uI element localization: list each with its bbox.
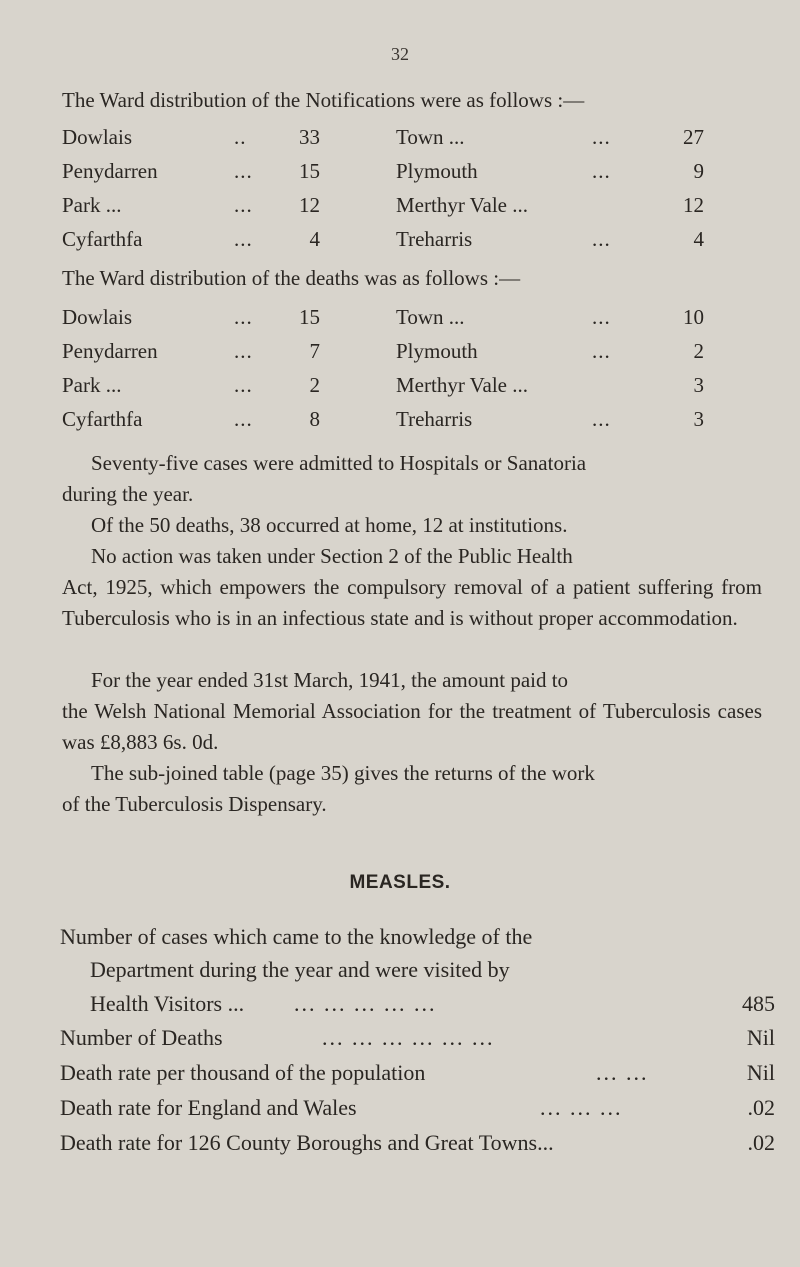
leader-dots: ... ... ... ... ... [294,991,437,1016]
stat-death-rate [60,1060,775,1090]
ward-value: 9 [693,159,704,183]
paragraph-deaths [62,510,762,541]
paragraph-admissions [62,448,762,510]
ward-value: 4 [309,227,320,251]
table-row [62,227,742,261]
ward-value: 8 [309,407,320,431]
leader-dots: ... [592,339,611,363]
stat-label: Number of cases which came to the knowledge of the [60,924,533,949]
leader-dots: ... [234,407,253,431]
ward-value: 27 [683,125,704,149]
ward-name: Park ... [62,373,122,397]
stat-cases-line2 [60,957,775,987]
ward-value: 3 [693,407,704,431]
ward-name: Penydarren [62,159,158,183]
leader-dots: ... [592,407,611,431]
leader-dots: ... ... [596,1060,649,1085]
leader-dots: ... [592,305,611,329]
ward-value: 33 [299,125,320,149]
stat-label: Health Visitors ... [90,991,245,1016]
ward-name: Dowlais [62,305,132,329]
ward-name: Plymouth [396,159,478,183]
ward-name: Treharris [396,407,473,431]
stat-label: Death rate for England and Wales [60,1095,357,1120]
notifications-table [62,125,742,261]
ward-value: 4 [693,227,704,251]
leader-dots: ... [592,125,611,149]
paragraph-rest: during the year. [62,482,194,506]
stat-value: 485 [742,991,775,1016]
table-row [62,373,742,407]
table-row [62,407,742,441]
stat-label: Number of Deaths [60,1025,223,1050]
ward-value: 12 [683,193,704,217]
page-number: 32 [391,44,409,64]
stat-cases-line1 [60,924,775,954]
table-row [62,193,742,227]
stat-county-boroughs [60,1130,775,1160]
stat-value: .02 [747,1095,775,1120]
paragraph-payment [62,665,762,758]
stat-value: Nil [746,1025,775,1050]
paragraph-dispensary [62,758,762,820]
leader-dots: ... [592,227,611,251]
leader-dots: ... [592,159,611,183]
stat-label: Department during the year and were visited by [90,957,510,982]
paragraph-rest: of the Tuberculosis Dispensary. [62,792,327,816]
deaths-intro: The Ward distribution of the deaths was as follows :— [62,266,521,290]
leader-dots: ... ... ... ... ... ... [322,1025,495,1050]
deaths-table [62,305,742,441]
paragraph-first-line: The sub-joined table (page 35) gives the returns of the work [91,761,595,785]
table-row [62,339,742,373]
ward-value: 10 [683,305,704,329]
ward-name: Treharris [396,227,473,251]
ward-value: 3 [693,373,704,397]
leader-dots: ... [234,339,253,363]
ward-value: 2 [693,339,704,363]
ward-name: Park ... [62,193,122,217]
ward-name: Plymouth [396,339,478,363]
section-heading-measles: MEASLES. [349,872,451,893]
paragraph-first-line: No action was taken under Section 2 of the Public Health [91,544,573,568]
leader-dots: ... [234,193,253,217]
stat-label: Death rate for 126 County Boroughs and Great Towns... [60,1130,554,1155]
stat-value: .02 [747,1130,775,1155]
leader-dots: ... [234,305,253,329]
paragraph-rest: the Welsh National Memorial Association for the treatment of Tuberculosis cases was £8,883 6s. 0d. [62,699,762,754]
paragraph-public-health-act [62,541,762,634]
paragraph-rest: Act, 1925, which empowers the compulsory removal of a patient suffering from Tuberculosis who is in an infectious state and is without proper accommodation. [62,575,762,630]
table-row [62,305,742,339]
paragraph-first-line: For the year ended 31st March, 1941, the amount paid to [91,668,569,692]
stat-label: Death rate per thousand of the population [60,1060,426,1085]
table-row [62,125,742,159]
ward-value: 15 [299,305,320,329]
stat-england-wales [60,1095,775,1125]
paragraph-first-line: Of the 50 deaths, 38 occurred at home, 12 at institutions. [91,513,568,537]
ward-value: 7 [309,339,320,363]
stat-deaths [60,1025,775,1055]
leader-dots: ... [234,159,253,183]
ward-name: Town ... [396,125,465,149]
ward-value: 12 [299,193,320,217]
ward-value: 2 [309,373,320,397]
ward-name: Merthyr Vale ... [396,193,528,217]
stat-cases [60,991,775,1021]
notifications-intro: The Ward distribution of the Notifications were as follows :— [62,88,585,112]
leader-dots: ... ... ... [540,1095,623,1120]
stat-value: Nil [746,1060,775,1085]
ward-name: Dowlais [62,125,132,149]
ward-name: Cyfarthfa [62,407,143,431]
ward-name: Cyfarthfa [62,227,143,251]
ward-value: 15 [299,159,320,183]
ward-name: Town ... [396,305,465,329]
leader-dots: .. [234,125,247,149]
ward-name: Penydarren [62,339,158,363]
leader-dots: ... [234,227,253,251]
ward-name: Merthyr Vale ... [396,373,528,397]
table-row [62,159,742,193]
leader-dots: ... [234,373,253,397]
paragraph-first-line: Seventy-five cases were admitted to Hospitals or Sanatoria [91,451,587,475]
